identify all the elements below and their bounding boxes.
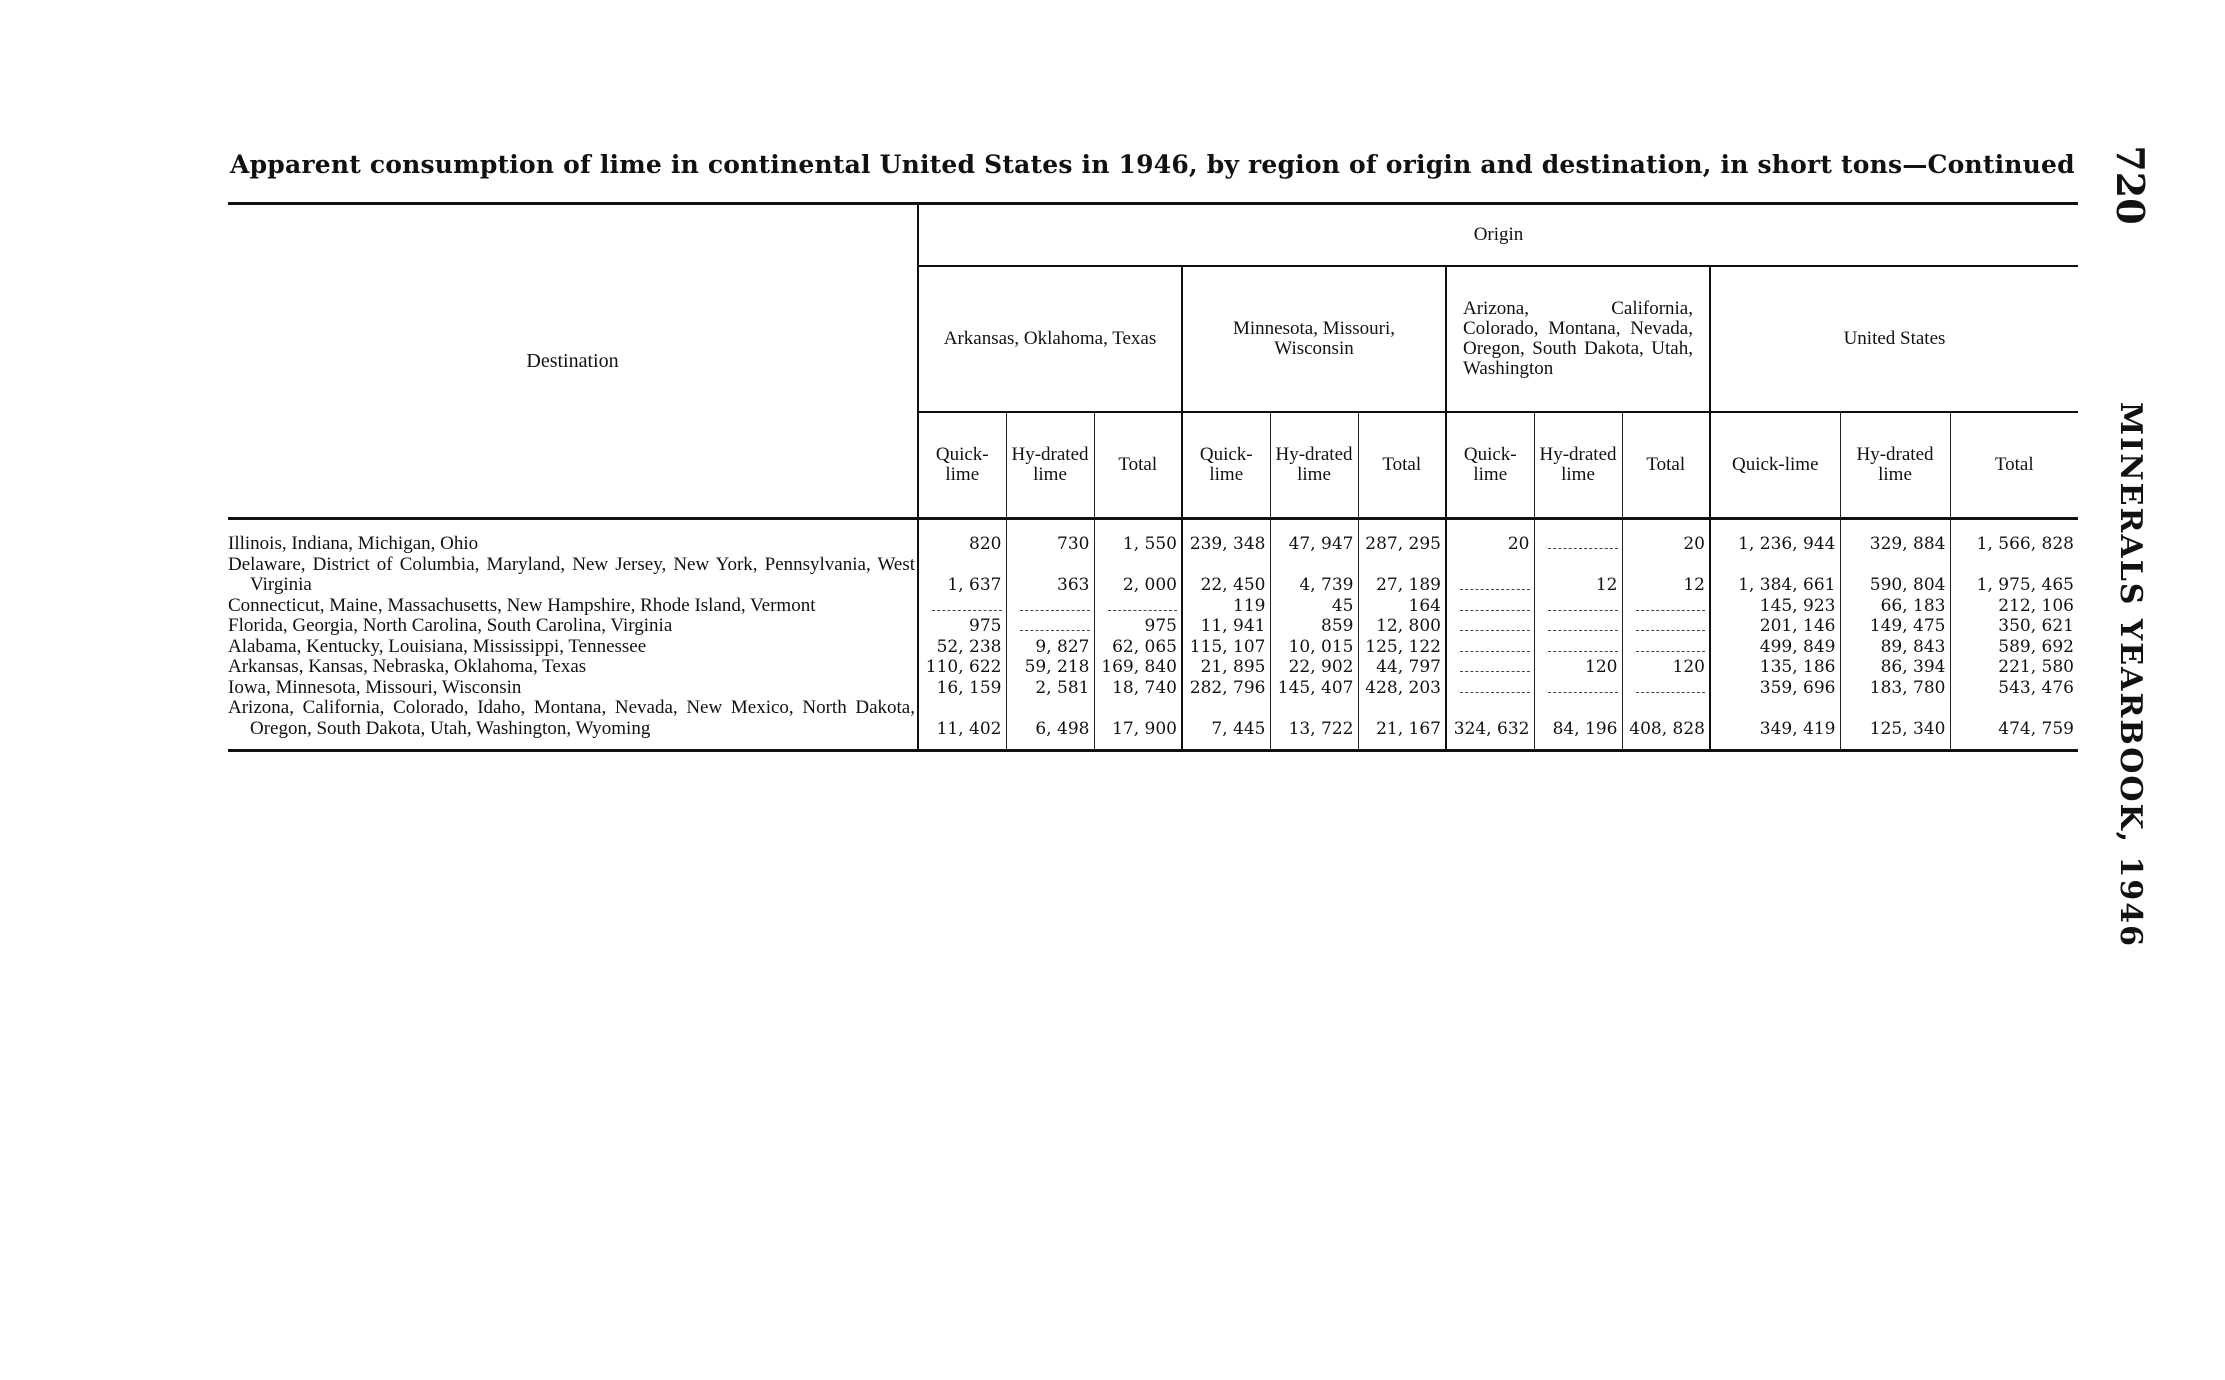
subheader-hydrated: Hy-drated lime <box>1534 412 1622 519</box>
value-cell: 975 <box>918 616 1006 637</box>
value-cell: 7, 445 <box>1182 698 1270 751</box>
value-cell: 183, 780 <box>1840 678 1950 699</box>
value-cell <box>1534 637 1622 658</box>
destination-cell: Connecticut, Maine, Massachusetts, New Hampshire, Rhode Island, Vermont <box>228 594 816 616</box>
value-cell: 1, 566, 828 <box>1950 519 2078 555</box>
value-cell: 125, 340 <box>1840 698 1950 751</box>
subheader-total: Total <box>1358 412 1446 519</box>
value-cell: 6, 498 <box>1006 698 1094 751</box>
value-cell: 4, 739 <box>1270 555 1358 596</box>
value-cell: 20 <box>1622 519 1710 555</box>
lime-consumption-table <box>228 202 2078 752</box>
value-cell <box>1622 596 1710 617</box>
region-header: Minnesota, Missouri, Wisconsin <box>1182 266 1446 412</box>
value-cell: 859 <box>1270 616 1358 637</box>
value-cell: 17, 900 <box>1094 698 1182 751</box>
value-cell: 12 <box>1622 555 1710 596</box>
value-cell: 590, 804 <box>1840 555 1950 596</box>
value-cell <box>1446 555 1534 596</box>
value-cell: 145, 407 <box>1270 678 1358 699</box>
value-cell: 110, 622 <box>918 657 1006 678</box>
table-row <box>228 637 2078 658</box>
value-cell: 16, 159 <box>918 678 1006 699</box>
table-row <box>228 555 2078 596</box>
value-cell: 543, 476 <box>1950 678 2078 699</box>
value-cell: 66, 183 <box>1840 596 1950 617</box>
value-cell <box>1622 616 1710 637</box>
subheader-total: Total <box>1950 412 2078 519</box>
table-row <box>228 616 2078 637</box>
subheader-hydrated: Hy-drated lime <box>1840 412 1950 519</box>
value-cell: 47, 947 <box>1270 519 1358 555</box>
value-cell: 145, 923 <box>1710 596 1840 617</box>
subheader-quick: Quick-lime <box>1446 412 1534 519</box>
empty-dash <box>1636 647 1705 652</box>
value-cell: 428, 203 <box>1358 678 1446 699</box>
value-cell: 1, 384, 661 <box>1710 555 1840 596</box>
empty-dash <box>1548 626 1618 631</box>
subheader-total: Total <box>1094 412 1182 519</box>
value-cell: 120 <box>1622 657 1710 678</box>
value-cell: 359, 696 <box>1710 678 1840 699</box>
running-head: MINERALS YEARBOOK, 1946 <box>2113 401 2148 949</box>
region-header: United States <box>1710 266 2078 412</box>
value-cell: 52, 238 <box>918 637 1006 658</box>
table-row <box>228 657 2078 678</box>
empty-dash <box>1460 688 1529 693</box>
value-cell <box>1446 637 1534 658</box>
value-cell: 221, 580 <box>1950 657 2078 678</box>
empty-dash <box>932 606 1001 611</box>
value-cell: 20 <box>1446 519 1534 555</box>
value-cell: 349, 419 <box>1710 698 1840 751</box>
subheader-hydrated: Hy-drated lime <box>1270 412 1358 519</box>
region-header: Arizona, California, Colorado, Montana, Nevada, Oregon, South Dakota, Utah, Washington <box>1446 266 1710 412</box>
value-cell: 10, 015 <box>1270 637 1358 658</box>
value-cell: 11, 941 <box>1182 616 1270 637</box>
table-row <box>228 678 2078 699</box>
value-cell: 408, 828 <box>1622 698 1710 751</box>
value-cell: 86, 394 <box>1840 657 1950 678</box>
value-cell: 169, 840 <box>1094 657 1182 678</box>
value-cell: 287, 295 <box>1358 519 1446 555</box>
empty-dash <box>1020 606 1090 611</box>
subheader-quick: Quick-lime <box>1182 412 1270 519</box>
value-cell <box>1446 678 1534 699</box>
value-cell: 22, 902 <box>1270 657 1358 678</box>
value-cell: 115, 107 <box>1182 637 1270 658</box>
empty-dash <box>1108 606 1177 611</box>
empty-dash <box>1020 626 1090 631</box>
value-cell: 282, 796 <box>1182 678 1270 699</box>
value-cell: 2, 581 <box>1006 678 1094 699</box>
value-cell: 350, 621 <box>1950 616 2078 637</box>
empty-dash <box>1548 647 1618 652</box>
empty-dash <box>1636 606 1705 611</box>
value-cell: 11, 402 <box>918 698 1006 751</box>
value-cell: 499, 849 <box>1710 637 1840 658</box>
value-cell <box>1446 596 1534 617</box>
destination-cell: Illinois, Indiana, Michigan, Ohio <box>228 533 479 554</box>
value-cell: 820 <box>918 519 1006 555</box>
value-cell <box>918 596 1006 617</box>
subheader-quick: Quick-lime <box>918 412 1006 519</box>
value-cell: 329, 884 <box>1840 519 1950 555</box>
destination-cell: Arkansas, Kansas, Nebraska, Oklahoma, Texas <box>228 656 587 677</box>
subheader-quick: Quick-lime <box>1710 412 1840 519</box>
empty-dash <box>1460 667 1529 672</box>
table-row <box>228 698 2078 751</box>
value-cell: 21, 895 <box>1182 657 1270 678</box>
value-cell <box>1534 678 1622 699</box>
empty-dash <box>1548 606 1618 611</box>
value-cell: 13, 722 <box>1270 698 1358 751</box>
empty-dash <box>1460 647 1529 652</box>
region-header: Arkansas, Oklahoma, Texas <box>918 266 1182 412</box>
empty-dash <box>1460 606 1529 611</box>
destination-cell: Alabama, Kentucky, Louisiana, Mississippi, Tennessee <box>228 635 647 657</box>
value-cell: 474, 759 <box>1950 698 2078 751</box>
value-cell: 120 <box>1534 657 1622 678</box>
empty-dash <box>1460 585 1529 590</box>
value-cell: 164 <box>1358 596 1446 617</box>
value-cell: 2, 000 <box>1094 555 1182 596</box>
value-cell: 730 <box>1006 519 1094 555</box>
subheader-total: Total <box>1622 412 1710 519</box>
destination-cell: Florida, Georgia, North Carolina, South Carolina, Virginia <box>228 615 673 636</box>
value-cell <box>1006 596 1094 617</box>
value-cell <box>1622 637 1710 658</box>
value-cell: 1, 550 <box>1094 519 1182 555</box>
value-cell: 1, 975, 465 <box>1950 555 2078 596</box>
value-cell: 45 <box>1270 596 1358 617</box>
value-cell: 239, 348 <box>1182 519 1270 555</box>
table-row <box>228 596 2078 617</box>
value-cell <box>1006 616 1094 637</box>
empty-dash <box>1548 688 1618 693</box>
value-cell <box>1446 616 1534 637</box>
value-cell: 125, 122 <box>1358 637 1446 658</box>
destination-header: Destination <box>228 205 918 519</box>
value-cell: 21, 167 <box>1358 698 1446 751</box>
value-cell: 9, 827 <box>1006 637 1094 658</box>
value-cell: 135, 186 <box>1710 657 1840 678</box>
value-cell <box>1446 657 1534 678</box>
value-cell: 1, 236, 944 <box>1710 519 1840 555</box>
origin-header: Origin <box>918 205 2078 266</box>
value-cell <box>1094 596 1182 617</box>
table-row <box>228 519 2078 555</box>
value-cell: 201, 146 <box>1710 616 1840 637</box>
empty-dash <box>1460 626 1529 631</box>
subheader-hydrated: Hy-drated lime <box>1006 412 1094 519</box>
value-cell: 59, 218 <box>1006 657 1094 678</box>
value-cell: 589, 692 <box>1950 637 2078 658</box>
destination-cell: Delaware, District of Columbia, Maryland, New Jersey, New York, Pennsylvania, West Virginia <box>228 553 915 595</box>
value-cell: 62, 065 <box>1094 637 1182 658</box>
value-cell: 89, 843 <box>1840 637 1950 658</box>
value-cell: 12 <box>1534 555 1622 596</box>
value-cell: 44, 797 <box>1358 657 1446 678</box>
destination-cell: Iowa, Minnesota, Missouri, Wisconsin <box>228 676 522 698</box>
empty-dash <box>1548 544 1618 549</box>
value-cell: 18, 740 <box>1094 678 1182 699</box>
table-title: Apparent consumption of lime in continental United States in 1946, by region of origin and destination, in short tons—Continued <box>230 150 2075 179</box>
value-cell <box>1534 616 1622 637</box>
value-cell: 212, 106 <box>1950 596 2078 617</box>
value-cell <box>1534 596 1622 617</box>
value-cell: 22, 450 <box>1182 555 1270 596</box>
value-cell: 27, 189 <box>1358 555 1446 596</box>
destination-cell: Arizona, California, Colorado, Idaho, Montana, Nevada, New Mexico, North Dakota, Oregon, South Dakota, Utah, Washington, Wyoming <box>228 697 915 739</box>
value-cell: 119 <box>1182 596 1270 617</box>
value-cell: 1, 637 <box>918 555 1006 596</box>
value-cell: 363 <box>1006 555 1094 596</box>
value-cell: 12, 800 <box>1358 616 1446 637</box>
value-cell <box>1622 678 1710 699</box>
value-cell: 149, 475 <box>1840 616 1950 637</box>
value-cell: 324, 632 <box>1446 698 1534 751</box>
empty-dash <box>1636 626 1705 631</box>
page-number: 720 <box>2108 145 2153 225</box>
value-cell: 975 <box>1094 616 1182 637</box>
value-cell: 84, 196 <box>1534 698 1622 751</box>
value-cell <box>1534 519 1622 555</box>
empty-dash <box>1636 688 1705 693</box>
